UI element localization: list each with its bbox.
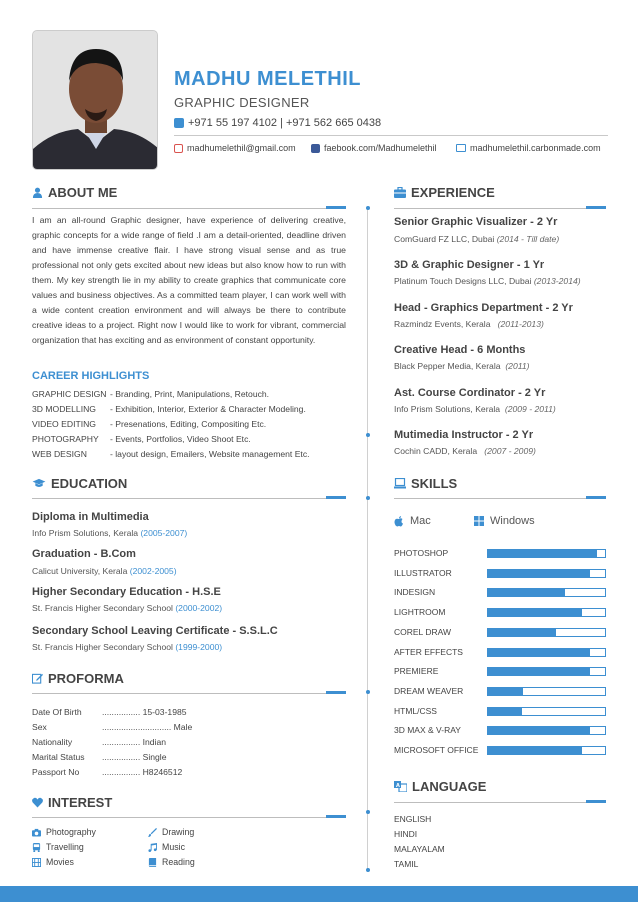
- skill-bar: [487, 667, 606, 676]
- career-row: [32, 419, 266, 429]
- interest-label: Travelling: [46, 842, 84, 852]
- language-heading: [394, 779, 486, 794]
- experience-title: Senior Graphic Visualizer - 2 Yr: [394, 216, 558, 228]
- section-divider: [32, 208, 346, 209]
- timeline-dot: [366, 496, 370, 500]
- skill-bar-fill: [488, 708, 522, 715]
- experience-place: ComGuard FZ LLC, Dubai: [394, 234, 495, 244]
- about-text: I am an all-round Graphic designer, have experience of delivering creative, graphic concepts for a wide range of field .I am a detail-oriented, deadline driven and have immense creative flair. I have strong visual sense and as true professional not only gets excited about new ideas but also know how to run with them. My key strength lie in my ability to create graphics that communicate core values and business objectives. As a committed team player, I can work well with a wide content creation environment and will always be there to contribute creative ideas to a project. Right now I would like to work for vibrant, commercial organization that has exciting and as environment of constant opportunity.: [32, 215, 346, 345]
- phone-row: [174, 117, 381, 129]
- svg-text:A: A: [396, 783, 400, 789]
- section-accent: [326, 815, 346, 818]
- interest-label: Movies: [46, 857, 74, 867]
- section-accent: [586, 800, 606, 803]
- skill-label: DREAM WEAVER: [394, 685, 464, 696]
- interest-label: Reading: [162, 857, 195, 867]
- proforma-key: Sex: [32, 722, 47, 732]
- proforma-key: Nationality: [32, 737, 73, 747]
- education-heading-text: EDUCATION: [51, 476, 128, 491]
- career-row: [32, 449, 310, 459]
- proforma-row: [32, 707, 187, 717]
- interest-item: [32, 827, 96, 837]
- interest-item: [32, 857, 74, 867]
- skill-bar-fill: [488, 649, 590, 656]
- interest-label: Photography: [46, 827, 96, 837]
- education-heading: [32, 476, 127, 491]
- skill-bar: [487, 687, 606, 696]
- section-divider: [394, 208, 606, 209]
- skill-label: INDESIGN: [394, 587, 436, 598]
- graduation-cap-icon: [32, 478, 46, 489]
- heart-icon: [32, 797, 43, 808]
- section-accent: [326, 691, 346, 694]
- os-label: Windows: [490, 515, 535, 527]
- experience-place: Platinum Touch Designs LLC, Dubai: [394, 276, 532, 286]
- career-key: WEB DESIGN: [32, 449, 87, 459]
- skill-label: PREMIERE: [394, 666, 439, 677]
- timeline-dot: [366, 206, 370, 210]
- education-place: St. Francis Higher Secondary School: [32, 603, 173, 613]
- experience-place: Cochin CADD, Kerala: [394, 446, 478, 456]
- proforma-value: ............................. Male: [102, 722, 193, 732]
- briefcase-icon: [394, 187, 406, 198]
- section-divider: [394, 498, 606, 499]
- timeline-dot: [366, 433, 370, 437]
- education-title: Diploma in Multimedia: [32, 511, 149, 523]
- skill-label: ILLUSTRATOR: [394, 567, 452, 578]
- skill-bar: [487, 588, 606, 597]
- person-name: MADHU MELETHIL: [174, 68, 361, 90]
- experience-place: Black Pepper Media, Kerala: [394, 361, 501, 371]
- skill-bar: [487, 608, 606, 617]
- section-divider: [32, 498, 346, 499]
- experience-years: (2007 - 2009): [484, 446, 536, 456]
- skill-bar-fill: [488, 570, 590, 577]
- email-link[interactable]: [174, 143, 296, 153]
- experience-detail: [394, 404, 556, 414]
- experience-years: (2011-2013): [497, 319, 544, 329]
- career-key: 3D MODELLING: [32, 404, 96, 414]
- skill-bar-fill: [488, 629, 556, 636]
- user-icon: [32, 187, 43, 198]
- proforma-row: [32, 767, 182, 777]
- proforma-heading: [32, 671, 124, 686]
- skill-bar: [487, 569, 606, 578]
- language-item: ENGLISH: [394, 814, 432, 824]
- skill-bar: [487, 726, 606, 735]
- skill-bar: [487, 648, 606, 657]
- proforma-value: ................ H8246512: [102, 767, 183, 777]
- skill-label: PHOTOSHOP: [394, 548, 449, 558]
- email-icon: [174, 144, 183, 153]
- experience-detail: [394, 361, 530, 371]
- education-place: Info Prism Solutions, Kerala: [32, 528, 139, 538]
- experience-place: Info Prism Solutions, Kerala: [394, 404, 501, 414]
- skill-label: LIGHTROOM: [394, 607, 446, 618]
- career-value: - Presenations, Editing, Compositing Etc.: [110, 419, 267, 429]
- timeline-dot: [366, 690, 370, 694]
- proforma-row: [32, 737, 166, 747]
- timeline-dot: [366, 868, 370, 872]
- interest-label: Music: [162, 842, 185, 852]
- interest-item: [148, 827, 194, 837]
- education-detail: [32, 528, 187, 538]
- education-title: Higher Secondary Education - H.S.E: [32, 586, 221, 598]
- monitor-icon: [456, 144, 466, 152]
- section-accent: [326, 206, 346, 209]
- section-accent: [326, 496, 346, 499]
- skills-heading-text: SKILLS: [411, 476, 458, 491]
- career-key: GRAPHIC DESIGN: [32, 389, 107, 399]
- skill-bar-fill: [488, 688, 523, 695]
- interest-item: [148, 842, 185, 852]
- skill-bar: [487, 549, 606, 558]
- skill-label: COREL DRAW: [394, 626, 451, 637]
- website-link[interactable]: [456, 143, 601, 153]
- experience-title: 3D & Graphic Designer - 1 Yr: [394, 259, 545, 271]
- skill-label: 3D MAX & V-RAY: [394, 725, 461, 736]
- experience-detail: [394, 446, 536, 456]
- facebook-text: faebook.com/Madhumelethil: [324, 143, 437, 153]
- profile-photo: [32, 30, 158, 170]
- brush-icon: [148, 828, 157, 837]
- experience-place: Razmindz Events, Kerala: [394, 319, 491, 329]
- proforma-heading-text: PROFORMA: [48, 671, 124, 686]
- section-accent: [586, 496, 606, 499]
- career-value: - Exhibition, Interior, Exterior & Character Modeling.: [110, 404, 306, 414]
- proforma-row: [32, 752, 166, 762]
- proforma-key: Date Of Birth: [32, 707, 82, 717]
- proforma-value: ................ Single: [102, 752, 167, 762]
- education-title: Secondary School Leaving Certificate - S.S.L.C: [32, 625, 278, 637]
- experience-heading-text: EXPERIENCE: [411, 185, 495, 200]
- experience-title: Mutimedia Instructor - 2 Yr: [394, 429, 534, 441]
- experience-title: Creative Head - 6 Months: [394, 344, 526, 356]
- phone-numbers: +971 55 197 4102 | +971 562 665 0438: [188, 117, 382, 129]
- career-value: - Branding, Print, Manipulations, Retouch.: [110, 389, 270, 399]
- career-value: - layout design, Emailers, Website management Etc.: [110, 449, 310, 459]
- career-row: [32, 434, 251, 444]
- language-icon: [394, 781, 407, 792]
- skill-bar-fill: [488, 609, 582, 616]
- skill-bar-fill: [488, 747, 582, 754]
- facebook-icon: [311, 144, 320, 153]
- education-place: Calicut University, Kerala: [32, 566, 128, 576]
- skill-bar-fill: [488, 589, 565, 596]
- proforma-key: Marital Status: [32, 752, 85, 762]
- skill-bar: [487, 707, 606, 716]
- career-heading: CAREER HIGHLIGHTS: [32, 370, 150, 382]
- experience-title: Ast. Course Cordinator - 2 Yr: [394, 387, 546, 399]
- proforma-row: [32, 722, 192, 732]
- experience-years: (2011): [505, 361, 530, 371]
- education-detail: [32, 642, 222, 652]
- skill-bar-fill: [488, 550, 597, 557]
- career-row: [32, 404, 306, 414]
- skill-bar-fill: [488, 727, 590, 734]
- timeline-line: [367, 208, 368, 872]
- facebook-link[interactable]: [311, 143, 437, 153]
- skill-label: AFTER EFFECTS: [394, 646, 463, 657]
- os-windows: [474, 515, 535, 527]
- interest-item: [148, 857, 195, 867]
- website-text: madhumelethil.carbonmade.com: [470, 143, 601, 153]
- language-item: MALAYALAM: [394, 844, 445, 854]
- education-title: Graduation - B.Com: [32, 548, 136, 560]
- windows-icon: [474, 516, 484, 526]
- experience-years: (2009 - 2011): [504, 404, 556, 414]
- skill-label: HTML/CSS: [394, 705, 437, 716]
- skill-label: MICROSOFT OFFICE: [394, 745, 479, 755]
- os-mac: [394, 515, 431, 527]
- education-detail: [32, 566, 177, 576]
- language-item: HINDI: [394, 829, 418, 839]
- job-title: GRAPHIC DESIGNER: [174, 95, 310, 110]
- education-years: (2000-2002): [175, 603, 223, 613]
- os-label: Mac: [410, 515, 431, 527]
- section-accent: [586, 206, 606, 209]
- interest-heading: [32, 795, 112, 810]
- email-text: madhumelethil@gmail.com: [187, 143, 296, 153]
- language-heading-text: LANGUAGE: [412, 779, 487, 794]
- interest-label: Drawing: [162, 827, 195, 837]
- career-key: VIDEO EDITING: [32, 419, 96, 429]
- proforma-key: Passport No: [32, 767, 80, 777]
- phone-icon: [174, 118, 184, 128]
- film-icon: [32, 858, 41, 867]
- experience-detail: [394, 276, 581, 286]
- education-detail: [32, 603, 222, 613]
- footer-bar: [0, 886, 638, 902]
- language-item: TAMIL: [394, 859, 419, 869]
- skill-bar: [487, 746, 606, 755]
- proforma-value: ................ Indian: [102, 737, 167, 747]
- laptop-icon: [394, 478, 406, 489]
- career-row: [32, 389, 269, 399]
- camera-icon: [32, 828, 41, 837]
- book-icon: [148, 858, 157, 867]
- education-place: St. Francis Higher Secondary School: [32, 642, 173, 652]
- career-value: - Events, Portfolios, Video Shoot Etc.: [110, 434, 251, 444]
- experience-years: (2014 - Till date): [496, 234, 560, 244]
- proforma-value: ................ 15-03-1985: [102, 707, 187, 717]
- skill-bar-fill: [488, 668, 590, 675]
- experience-heading: [394, 185, 495, 200]
- header-divider: [174, 135, 608, 136]
- interest-item: [32, 842, 84, 852]
- timeline-dot: [366, 810, 370, 814]
- experience-detail: [394, 234, 559, 244]
- section-divider: [394, 802, 606, 803]
- experience-title: Head - Graphics Department - 2 Yr: [394, 302, 573, 314]
- apple-icon: [394, 516, 404, 527]
- skills-heading: [394, 476, 457, 491]
- edit-icon: [32, 673, 43, 684]
- about-heading: [32, 185, 117, 200]
- education-years: (1999-2000): [175, 642, 223, 652]
- experience-detail: [394, 319, 544, 329]
- education-years: (2005-2007): [140, 528, 188, 538]
- experience-years: (2013-2014): [533, 276, 581, 286]
- interest-heading-text: INTEREST: [48, 795, 113, 810]
- bus-icon: [32, 843, 41, 852]
- education-years: (2002-2005): [129, 566, 177, 576]
- skill-bar: [487, 628, 606, 637]
- section-divider: [32, 817, 346, 818]
- music-icon: [148, 843, 157, 852]
- section-divider: [32, 693, 346, 694]
- career-key: PHOTOGRAPHY: [32, 434, 99, 444]
- about-heading-text: ABOUT ME: [48, 185, 118, 200]
